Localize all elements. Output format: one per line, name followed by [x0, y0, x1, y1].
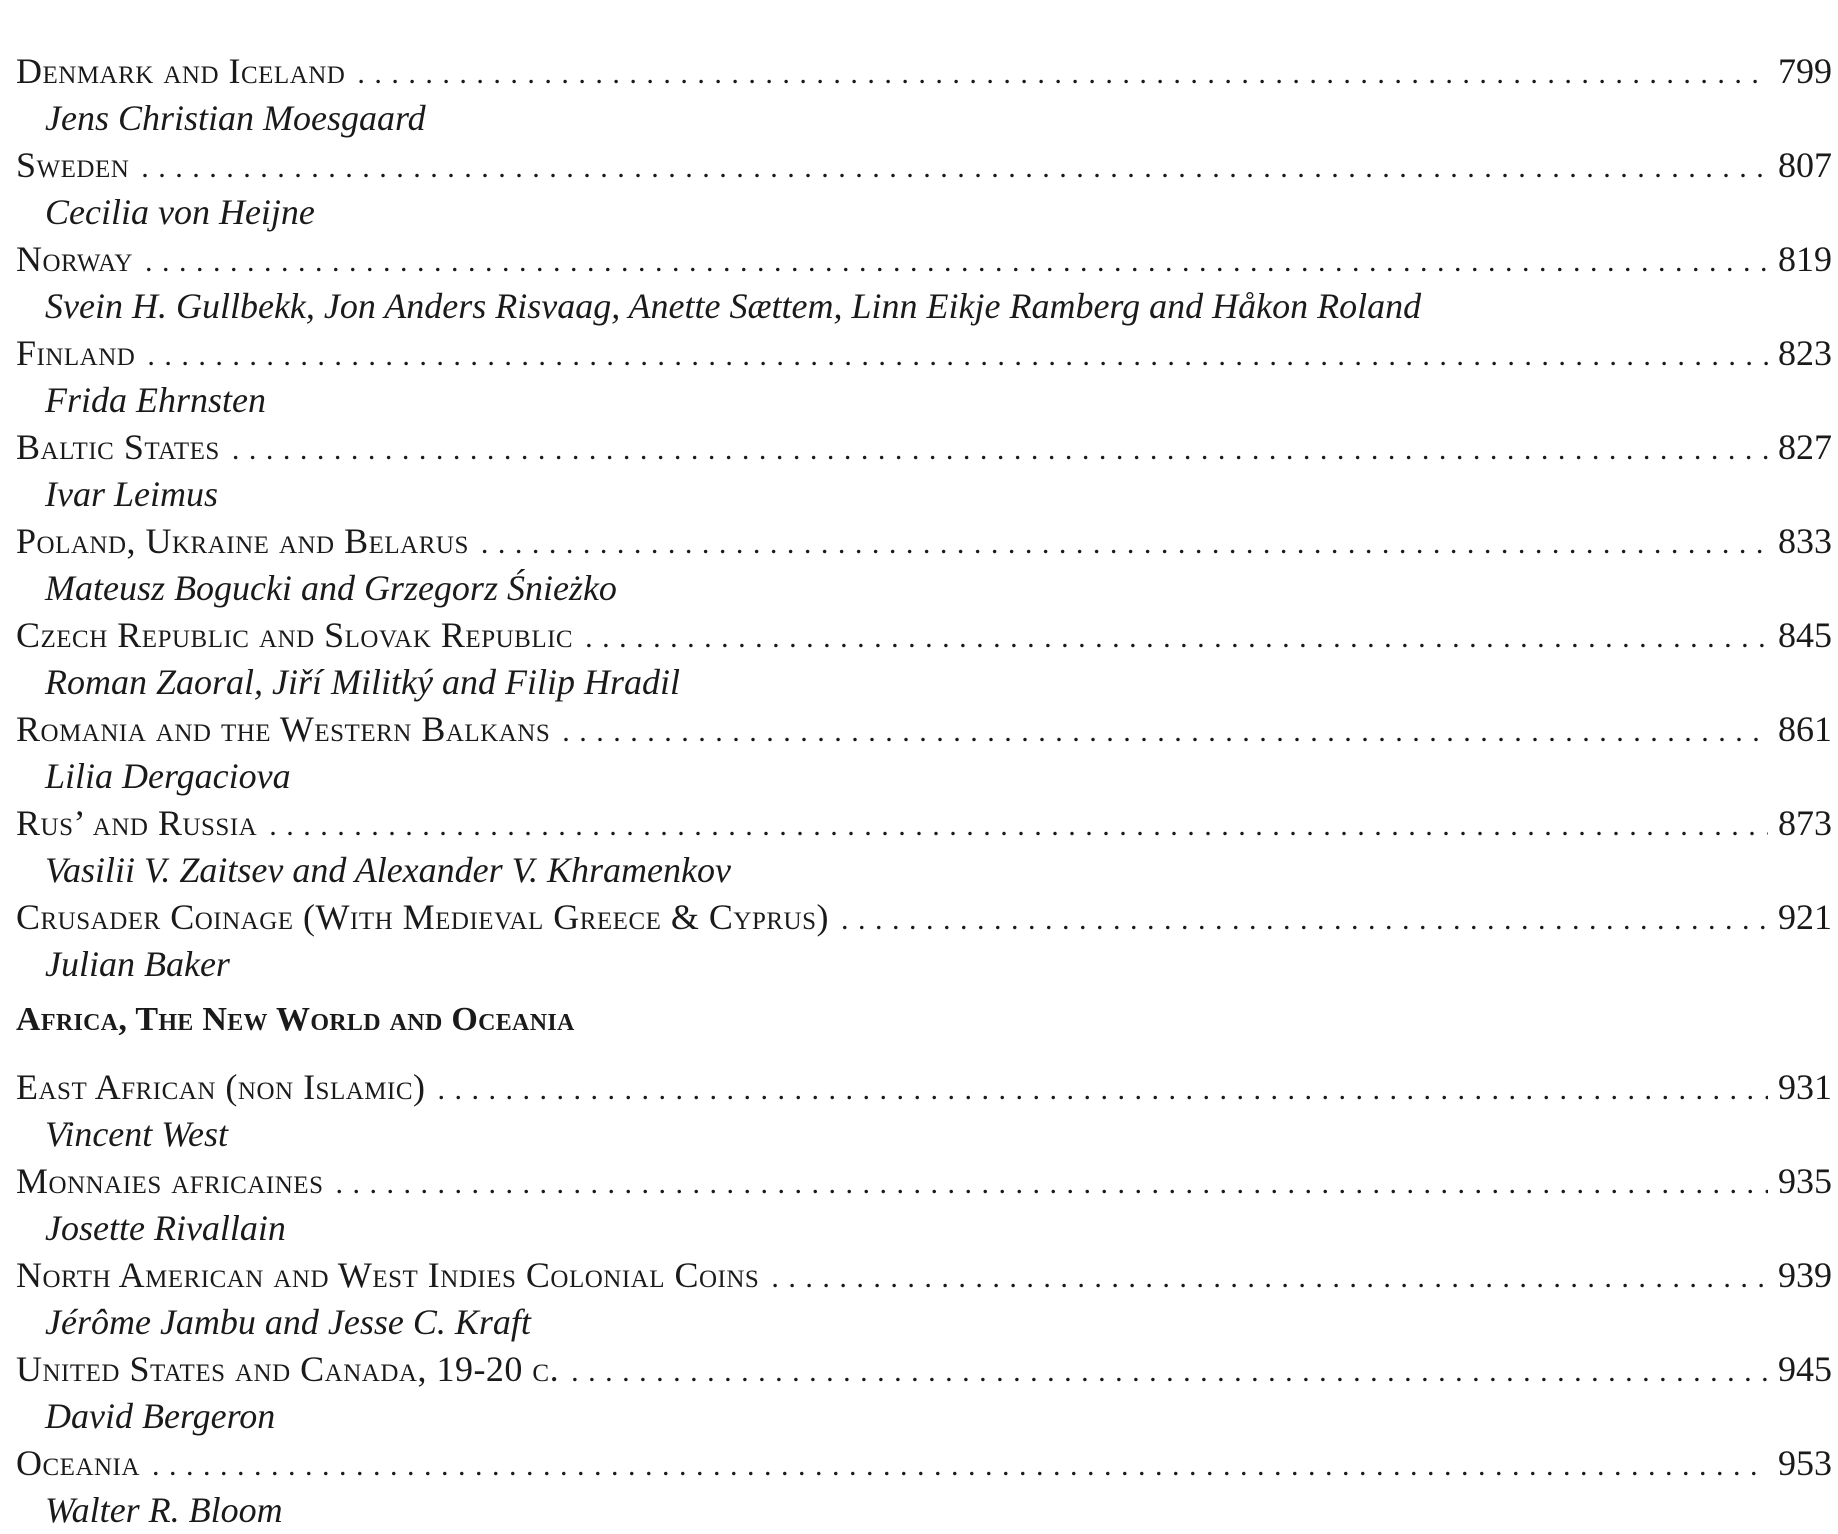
dot-leader — [585, 614, 1768, 661]
toc-page-number: 861 — [1778, 709, 1832, 749]
toc-title-line — [16, 518, 1832, 565]
toc-title-line — [16, 330, 1832, 377]
toc-author: Vasilii V. Zaitsev and Alexander V. Khramenkov — [45, 850, 731, 890]
toc-title-line — [16, 236, 1832, 283]
toc-author: David Bergeron — [45, 1396, 276, 1436]
toc-page-number: 827 — [1778, 427, 1832, 467]
toc-author: Roman Zaoral, Jiří Militký and Filip Hradil — [45, 662, 680, 702]
toc-title-line — [16, 612, 1832, 659]
toc-page-number: 931 — [1778, 1067, 1832, 1107]
toc-title: Finland — [16, 333, 136, 373]
toc-author: Vincent West — [45, 1114, 228, 1154]
toc-entry-romania-balkans — [16, 706, 1832, 800]
toc-title: Rus’ and Russia — [16, 803, 258, 843]
toc-author: Cecilia von Heijne — [45, 192, 315, 232]
toc-title: Czech Republic and Slovak Republic — [16, 615, 574, 655]
section-heading: Africa, The New World and Oceania — [16, 1001, 575, 1038]
toc-page-number: 833 — [1778, 521, 1832, 561]
toc-author: Josette Rivallain — [45, 1208, 286, 1248]
toc-page-number: 845 — [1778, 615, 1832, 655]
dot-leader — [571, 1348, 1768, 1395]
dot-leader — [152, 1442, 1768, 1489]
toc-title-line — [16, 424, 1832, 471]
toc-page-number: 939 — [1778, 1255, 1832, 1295]
dot-leader — [147, 332, 1768, 379]
toc-author: Jérôme Jambu and Jesse C. Kraft — [45, 1302, 531, 1342]
toc-title-line — [16, 48, 1832, 95]
toc-title: Baltic States — [16, 427, 220, 467]
toc-page-number: 945 — [1778, 1349, 1832, 1389]
toc-title: Romania and the Western Balkans — [16, 709, 551, 749]
toc-entry-sweden — [16, 142, 1832, 236]
toc-author: Jens Christian Moesgaard — [45, 98, 426, 138]
toc-title-line — [16, 894, 1832, 941]
toc-entry-monnaies-africaines — [16, 1158, 1832, 1252]
toc-page-number: 807 — [1778, 145, 1832, 185]
toc-entry-poland-ukraine-belarus — [16, 518, 1832, 612]
toc-title-line — [16, 1440, 1832, 1487]
dot-leader — [357, 50, 1768, 97]
toc-author: Ivar Leimus — [45, 474, 218, 514]
toc-title: Poland, Ukraine and Belarus — [16, 521, 469, 561]
toc-entry-baltic-states — [16, 424, 1832, 518]
toc-title-line — [16, 1252, 1832, 1299]
dot-leader — [335, 1160, 1768, 1207]
dot-leader — [771, 1254, 1768, 1301]
toc-page-number: 953 — [1778, 1443, 1832, 1483]
toc-page-number: 799 — [1778, 51, 1832, 91]
toc-page-number: 935 — [1778, 1161, 1832, 1201]
dot-leader — [232, 426, 1768, 473]
dot-leader — [841, 896, 1768, 943]
toc-title: Oceania — [16, 1443, 140, 1483]
toc-author: Frida Ehrnsten — [45, 380, 266, 420]
toc-author: Svein H. Gullbekk, Jon Anders Risvaag, Anette Sættem, Linn Eikje Ramberg and Håkon Roland — [45, 286, 1422, 326]
toc-page-number: 873 — [1778, 803, 1832, 843]
toc-entry-oceania — [16, 1440, 1832, 1534]
dot-leader — [562, 708, 1768, 755]
toc-entry-rus-russia — [16, 800, 1832, 894]
toc-title-line — [16, 800, 1832, 847]
toc-title: Sweden — [16, 145, 130, 185]
toc-title-line — [16, 1158, 1832, 1205]
toc-entry-north-american-colonial — [16, 1252, 1832, 1346]
toc-title-line — [16, 1064, 1832, 1111]
toc-author: Walter R. Bloom — [45, 1490, 283, 1530]
dot-leader — [438, 1066, 1768, 1113]
dot-leader — [481, 520, 1768, 567]
dot-leader — [269, 802, 1768, 849]
toc-entry-czech-slovak — [16, 612, 1832, 706]
toc-title-line — [16, 706, 1832, 753]
toc-entry-crusader-coinage — [16, 894, 1832, 988]
toc-title: Crusader Coinage (With Medieval Greece & Cyprus) — [16, 897, 829, 937]
toc-page-number: 819 — [1778, 239, 1832, 279]
toc-author: Julian Baker — [45, 944, 230, 984]
toc-page-number: 823 — [1778, 333, 1832, 373]
table-of-contents — [16, 48, 1832, 1534]
toc-title: Norway — [16, 239, 133, 279]
dot-leader — [145, 238, 1768, 285]
toc-author: Lilia Dergaciova — [45, 756, 291, 796]
toc-entry-denmark-iceland — [16, 48, 1832, 142]
toc-title-line — [16, 142, 1832, 189]
toc-entry-norway — [16, 236, 1832, 330]
toc-author: Mateusz Bogucki and Grzegorz Śnieżko — [45, 568, 617, 608]
toc-entry-east-african — [16, 1064, 1832, 1158]
toc-title-line — [16, 1346, 1832, 1393]
toc-page-number: 921 — [1778, 897, 1832, 937]
toc-entry-finland — [16, 330, 1832, 424]
toc-title: United States and Canada, 19-20 c. — [16, 1349, 560, 1389]
toc-title: North American and West Indies Colonial Coins — [16, 1255, 760, 1295]
toc-title: Monnaies africaines — [16, 1161, 324, 1201]
toc-title: East African (non Islamic) — [16, 1067, 426, 1107]
toc-entry-united-states-canada — [16, 1346, 1832, 1440]
toc-title: Denmark and Iceland — [16, 51, 346, 91]
dot-leader — [141, 144, 1768, 191]
